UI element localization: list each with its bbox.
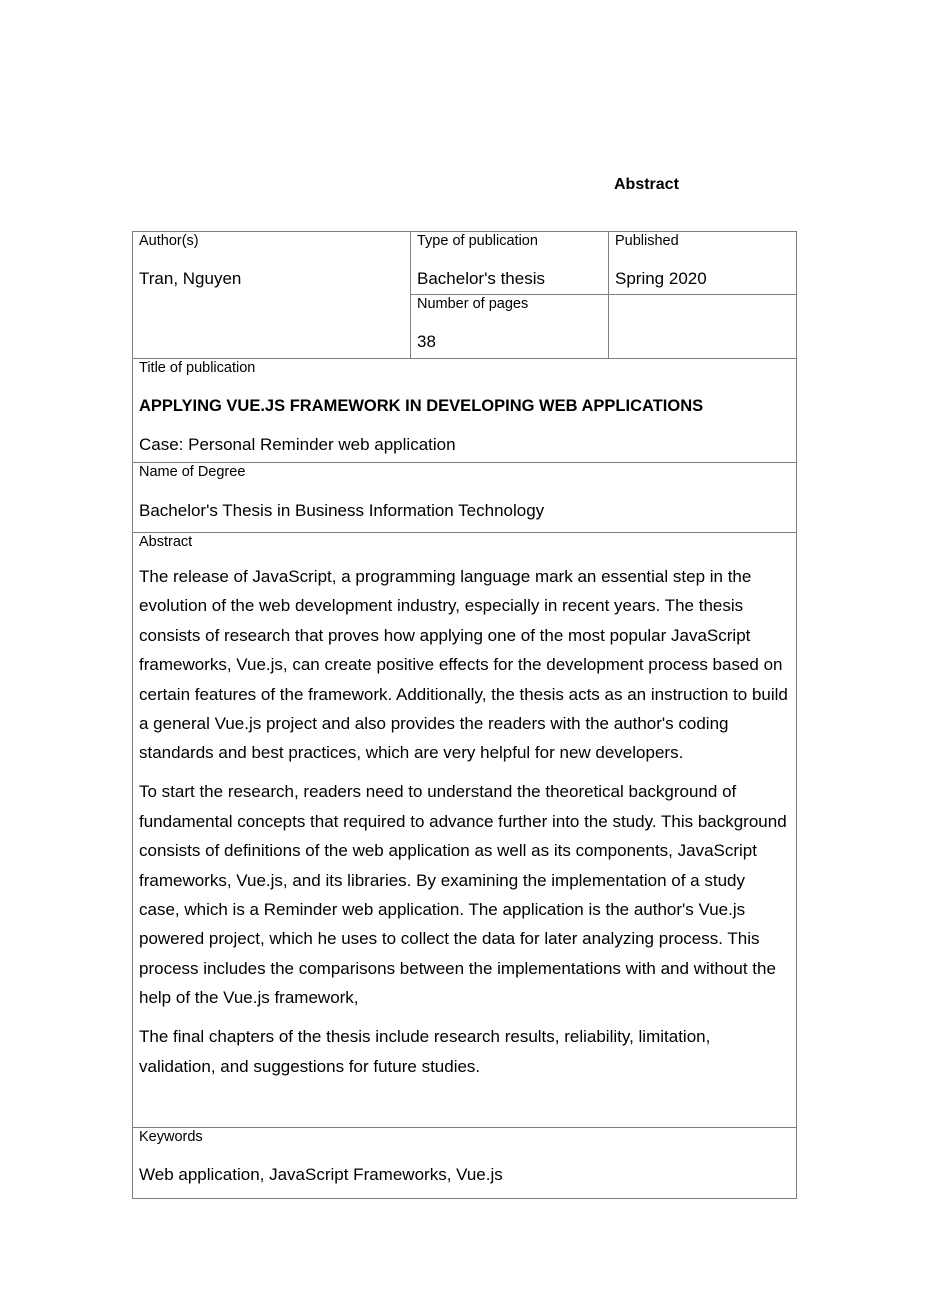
empty-cell [609, 295, 797, 359]
publication-type-cell [411, 232, 609, 295]
pages-label: Number of pages [417, 296, 529, 312]
publication-subtitle: Case: Personal Reminder web application [139, 435, 456, 454]
authors-cell [133, 232, 411, 359]
abstract-label: Abstract [139, 534, 193, 550]
published-cell [609, 232, 797, 295]
degree-label: Name of Degree [139, 464, 246, 480]
published-value: Spring 2020 [615, 269, 707, 288]
pages-value: 38 [417, 332, 436, 351]
keywords-label: Keywords [139, 1129, 203, 1145]
publication-type-value: Bachelor's thesis [417, 269, 545, 288]
page-title: Abstract [614, 176, 679, 193]
abstract-paragraph: To start the research, readers need to understand the theoretical background of fundamental concepts that required to advance further into the study. This background consists of definitions of the web application as well as its components, JavaScript frameworks, Vue.js, and its libraries. By examining the implementation of a study case, which is a Reminder web application. The application is the author's Vue.js powered project, which he uses to collect the data for later analyzing process. This process includes the comparisons between the implementations with and without the help of the Vue.js framework, [139, 782, 787, 1008]
keywords-cell [133, 1128, 797, 1199]
degree-value: Bachelor's Thesis in Business Information Technology [139, 501, 545, 520]
pages-cell [411, 295, 609, 359]
publication-type-label: Type of publication [417, 233, 538, 249]
publication-title: APPLYING VUE.JS FRAMEWORK IN DEVELOPING WEB APPLICATIONS [139, 397, 704, 415]
abstract-paragraph: The final chapters of the thesis include research results, reliability, limitation, validation, and suggestions for future studies. [139, 1027, 711, 1076]
abstract-form-table [132, 231, 797, 1199]
abstract-cell [133, 533, 797, 1128]
title-cell [133, 359, 797, 463]
authors-label: Author(s) [139, 233, 199, 249]
published-label: Published [615, 233, 679, 249]
title-label: Title of publication [139, 360, 256, 376]
keywords-value: Web application, JavaScript Frameworks, Vue.js [139, 1165, 503, 1184]
abstract-paragraph: The release of JavaScript, a programming language mark an essential step in the evolution of the web development industry, especially in recent years. The thesis consists of research that proves how applying one of the most popular JavaScript frameworks, Vue.js, can create positive effects for the development process based on certain features of the framework. Additionally, the thesis acts as an instruction to build a general Vue.js project and also provides the readers with the author's coding standards and best practices, which are very helpful for new developers. [139, 567, 788, 763]
authors-value: Tran, Nguyen [139, 269, 242, 288]
degree-cell [133, 463, 797, 533]
